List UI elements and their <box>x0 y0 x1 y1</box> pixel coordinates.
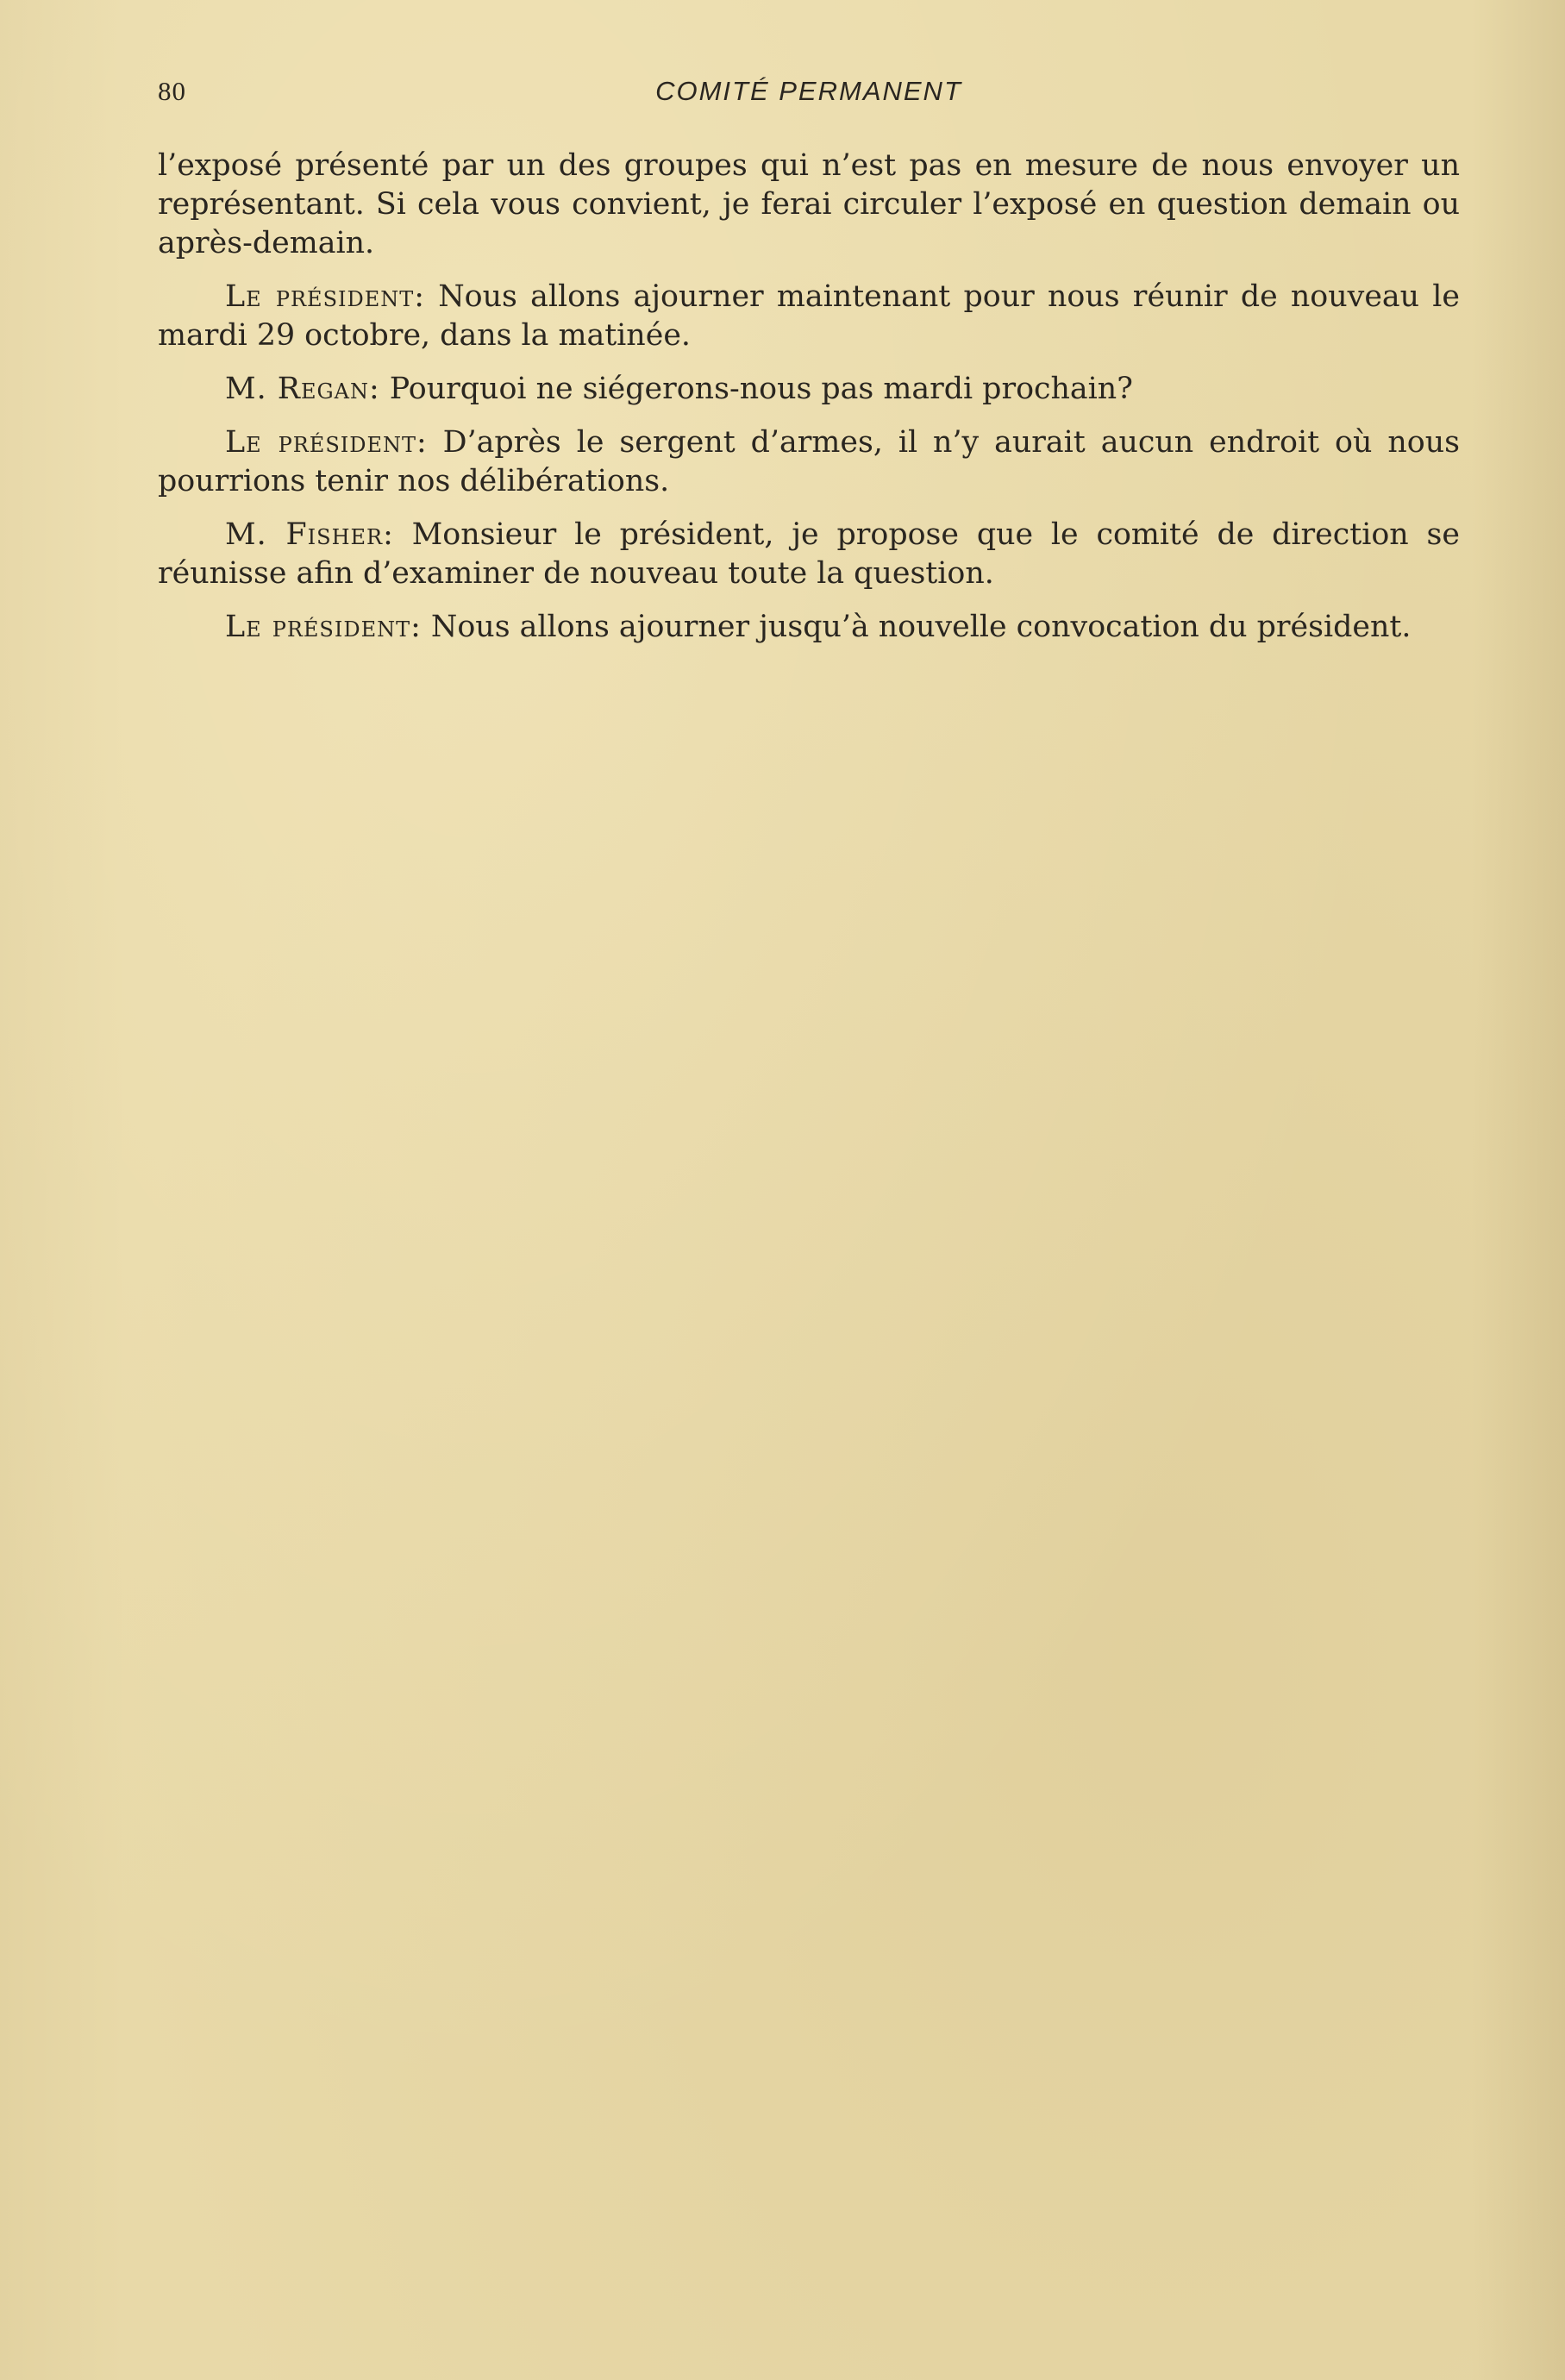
paragraph-text: Nous allons ajourner jusqu’à nouvelle convocation du président. <box>421 610 1412 644</box>
speaker-name: Le président: <box>225 610 422 644</box>
body-text <box>158 147 1460 661</box>
running-title: COMITÉ PERMANENT <box>655 76 962 106</box>
paragraph <box>158 423 1460 501</box>
speaker-name: M. Fisher: <box>225 517 394 552</box>
paragraph <box>158 516 1460 593</box>
speaker-name: Le président: <box>225 279 425 314</box>
paragraph-text: Pourquoi ne siégerons-nous pas mardi prochain? <box>379 372 1133 406</box>
speaker-name: Le président: <box>225 425 428 460</box>
paragraph-text: Nous allons ajourner maintenant pour nous réunir de nouveau le mardi 29 octobre, dans la matinée. <box>158 279 1461 353</box>
paragraph <box>158 370 1460 409</box>
paragraph <box>158 278 1460 355</box>
paragraph <box>158 608 1460 647</box>
page-number: 80 <box>158 76 186 106</box>
paragraph-text: Monsieur le président, je propose que le comité de direction se réunisse afin d’examiner de nouveau toute la question. <box>158 517 1460 591</box>
paragraph-text: l’exposé présenté par un des groupes qui n’est pas en mesure de nous envoyer un représentant. Si cela vous convient, je ferai circuler l’exposé en question demain ou après-demain. <box>158 148 1460 260</box>
running-header <box>158 76 1460 110</box>
speaker-name: M. Regan: <box>225 372 380 406</box>
paragraph <box>158 147 1460 263</box>
paragraph-text: D’après le sergent d’armes, il n’y aurait aucun endroit où nous pourrions tenir nos délibérations. <box>158 425 1460 498</box>
